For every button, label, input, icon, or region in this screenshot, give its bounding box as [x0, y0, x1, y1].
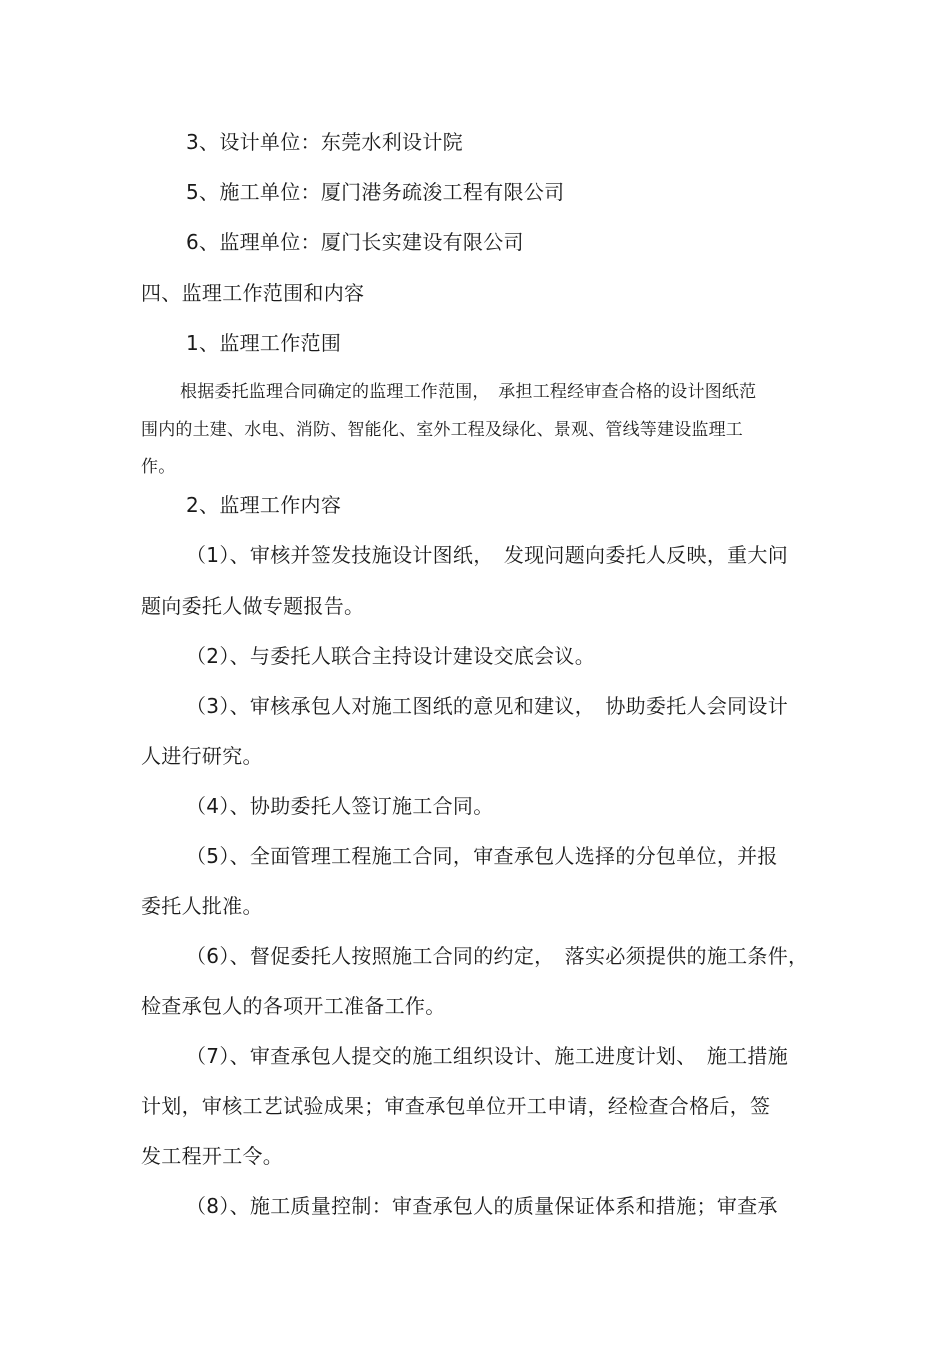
- section-heading: 四、监理工作范围和内容: [141, 281, 365, 305]
- text-line: （6）、督促委托人按照施工合同的约定， 落实必须提供的施工条件，: [186, 944, 809, 968]
- text-line: 题向委托人做专题报告。: [141, 594, 365, 618]
- text-line: （3）、审核承包人对施工图纸的意见和建议， 协助委托人会同设计: [186, 694, 789, 718]
- text-line: 发工程开工令。: [141, 1144, 284, 1168]
- text-line: （4）、协助委托人签订施工合同。: [186, 794, 494, 818]
- text-line: （8）、施工质量控制：审查承包人的质量保证体系和措施；审查承: [186, 1194, 778, 1218]
- text-line: （1）、审核并签发技施设计图纸， 发现问题向委托人反映，重大问: [186, 543, 789, 567]
- text-line: 检查承包人的各项开工准备工作。: [141, 994, 446, 1018]
- text-line: 6、监理单位：厦门长实建设有限公司: [186, 230, 524, 254]
- subsection-heading: 1、监理工作范围: [186, 331, 342, 355]
- text-line: 围内的土建、水电、消防、智能化、室外工程及绿化、景观、管线等建设监理工: [141, 420, 743, 440]
- text-line: 根据委托监理合同确定的监理工作范围， 承担工程经审查合格的设计图纸范: [180, 382, 757, 402]
- text-line: 3、设计单位：东莞水利设计院: [186, 130, 463, 154]
- text-line: （7）、审查承包人提交的施工组织设计、施工进度计划、 施工措施: [186, 1044, 789, 1068]
- text-line: 5、施工单位：厦门港务疏浚工程有限公司: [186, 180, 565, 204]
- text-line: 委托人批准。: [141, 894, 263, 918]
- text-line: 人进行研究。: [141, 744, 263, 768]
- text-line: 作。: [141, 457, 176, 477]
- text-line: （2）、与委托人联合主持设计建设交底会议。: [186, 644, 596, 668]
- subsection-heading: 2、监理工作内容: [186, 493, 342, 517]
- text-line: （5）、全面管理工程施工合同，审查承包人选择的分包单位，并报: [186, 844, 778, 868]
- text-line: 计划，审核工艺试验成果；审查承包单位开工申请，经检查合格后，签: [141, 1094, 771, 1118]
